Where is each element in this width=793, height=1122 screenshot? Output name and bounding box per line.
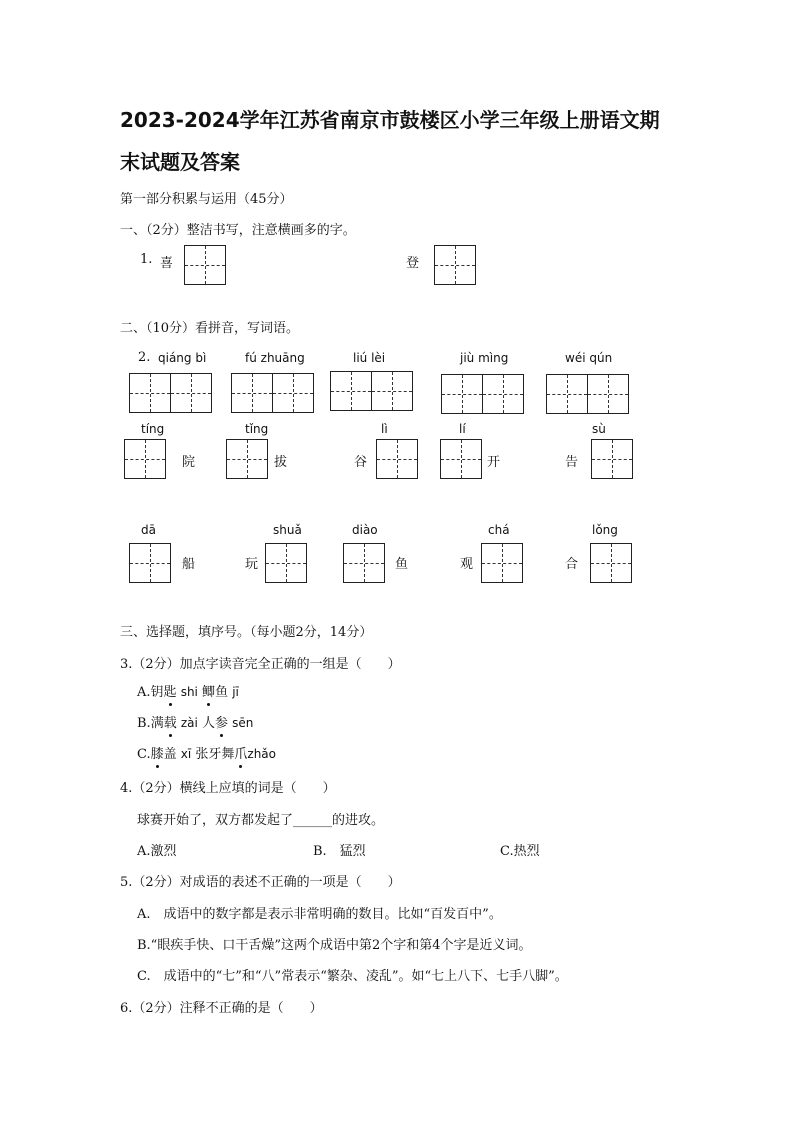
q3-b-w1: 满 <box>150 716 164 731</box>
q2-header: 二、（10分）看拼音，写词语。 <box>120 321 300 336</box>
q2-row3-pinyin-5: lǒng <box>592 523 618 537</box>
q3-c-w1-dotted: 膝 <box>150 747 164 762</box>
q2-row3-pinyin-2: shuǎ <box>273 523 302 537</box>
q2-row2-char-2: 拔 <box>274 455 288 470</box>
q2-row1-pinyin-1: qiáng bì <box>158 351 207 365</box>
q1-char-2: 登 <box>406 256 420 271</box>
q3-c-w1-pinyin: xī <box>180 747 192 761</box>
q2-num: 2. <box>138 350 151 365</box>
q5-stem: 5.（2分）对成语的表述不正确的一项是（ ） <box>120 875 401 890</box>
q2-row1-pinyin-2: fú zhuāng <box>245 351 305 365</box>
q2-row2-char-4: 开 <box>487 455 501 470</box>
q3-c-w2: 张牙舞 <box>195 747 235 762</box>
q2-row2-pinyin-4: lí <box>459 422 466 436</box>
q4-option-b[interactable]: B. 猛烈 <box>313 844 366 859</box>
q2-row2-pinyin-1: tíng <box>141 422 165 436</box>
q5-option-a[interactable]: A. 成语中的数字都是表示非常明确的数目。比如“百发百中”。 <box>137 907 502 922</box>
q3-c-w2-dotted: 爪 <box>234 747 248 762</box>
q2-row3-box-1[interactable] <box>129 543 171 583</box>
q2-row2-box-5[interactable] <box>591 439 633 479</box>
choice-section-header: 三、选择题，填序号。（每小题2分，14分） <box>120 625 373 640</box>
q2-row2-box-2[interactable] <box>226 439 268 479</box>
q2-row2-char-1: 院 <box>182 455 196 470</box>
q2-row1-box-5[interactable] <box>546 374 629 414</box>
q5-option-c[interactable]: C. 成语中的“七”和“八”常表示“繁杂、凌乱”。如“七上八下、七手八脚”。 <box>137 969 568 984</box>
q2-row2-box-4[interactable] <box>440 439 482 479</box>
q2-row1-box-2[interactable] <box>231 373 314 413</box>
q3-option-b[interactable] <box>137 712 253 731</box>
q2-row3-box-5[interactable] <box>590 543 632 583</box>
q3-b-w2-pinyin: sēn <box>232 716 254 730</box>
q2-row2-pinyin-3: lì <box>381 422 388 436</box>
q2-row3-box-4[interactable] <box>481 543 523 583</box>
q2-row3-pinyin-3: diào <box>352 523 378 537</box>
q2-row2-box-1[interactable] <box>124 439 166 479</box>
q1-header: 一、（2分）整洁书写，注意横画多的字。 <box>120 223 356 238</box>
q4-sentence: 球赛开始了，双方都发起了______的进攻。 <box>137 813 385 828</box>
q5-option-b[interactable]: B.“眼疾手快、口干舌燥”这两个成语中第2个字和第4个字是近义词。 <box>137 938 532 953</box>
q2-row3-pinyin-4: chá <box>488 523 510 537</box>
q6-stem: 6.（2分）注释不正确的是（ ） <box>120 1001 323 1016</box>
q2-row3-char-2: 玩 <box>245 557 259 572</box>
q3-b-w2: 人 <box>202 716 216 731</box>
q3-stem: 3.（2分）加点字读音完全正确的一组是（ ） <box>120 657 401 672</box>
q4-stem: 4.（2分）横线上应填的词是（ ） <box>120 781 336 796</box>
q3-c-w1: 盖 <box>163 747 177 762</box>
q2-row2-char-5: 告 <box>565 455 579 470</box>
title-line-1: 2023-2024学年江苏省南京市鼓楼区小学三年级上册语文期 <box>120 108 660 132</box>
q2-row3-char-5: 合 <box>565 557 579 572</box>
q3-a-w2-dotted: 鲫 <box>202 685 216 700</box>
q4-option-a[interactable]: A.激烈 <box>137 844 177 859</box>
q2-row2-char-3: 谷 <box>354 455 368 470</box>
part1-heading: 第一部分积累与运用（45分） <box>120 192 293 207</box>
q2-row1-box-4[interactable] <box>441 374 524 414</box>
q2-row3-char-4: 观 <box>460 557 474 572</box>
q2-row1-pinyin-4: jiù mìng <box>460 351 509 365</box>
q1-char-1: 喜 <box>160 256 174 271</box>
q3-a-label: A. <box>137 685 151 700</box>
q3-c-w2-pinyin: zhǎo <box>247 747 277 761</box>
q3-b-label: B. <box>137 716 151 731</box>
q2-row3-char-1: 船 <box>182 557 196 572</box>
title-line-2: 末试题及答案 <box>120 150 240 174</box>
q3-option-a[interactable] <box>137 681 239 700</box>
q3-b-w1-dotted: 载 <box>163 716 177 731</box>
q3-b-w1-pinyin: zài <box>180 716 198 730</box>
q1-num: 1. <box>140 252 153 267</box>
q1-box-2[interactable] <box>434 245 476 285</box>
q4-option-c[interactable]: C.热烈 <box>500 844 540 859</box>
q2-row3-char-3: 鱼 <box>395 557 409 572</box>
q2-row3-pinyin-1: dā <box>141 523 156 537</box>
q2-row1-pinyin-5: wéi qún <box>565 351 613 365</box>
q3-a-w2: 鱼 <box>215 685 229 700</box>
q1-box-1[interactable] <box>184 245 226 285</box>
q2-row2-box-3[interactable] <box>376 439 418 479</box>
q3-a-w1: 钥 <box>150 685 164 700</box>
q3-b-w2-dotted: 参 <box>215 716 229 731</box>
q2-row2-pinyin-5: sù <box>592 422 606 436</box>
q2-row1-box-3[interactable] <box>330 371 413 411</box>
q3-a-w1-pinyin: shi <box>180 685 198 699</box>
q3-c-label: C. <box>137 747 151 762</box>
q2-row3-box-2[interactable] <box>265 543 307 583</box>
q3-a-w1-dotted: 匙 <box>163 685 177 700</box>
q2-row1-box-1[interactable] <box>129 373 212 413</box>
q3-option-c[interactable] <box>137 743 276 762</box>
q3-a-w2-pinyin: jī <box>232 685 239 699</box>
q2-row2-pinyin-2: tǐng <box>245 422 269 436</box>
q2-row3-box-3[interactable] <box>343 543 385 583</box>
q2-row1-pinyin-3: liú lèi <box>353 351 386 365</box>
